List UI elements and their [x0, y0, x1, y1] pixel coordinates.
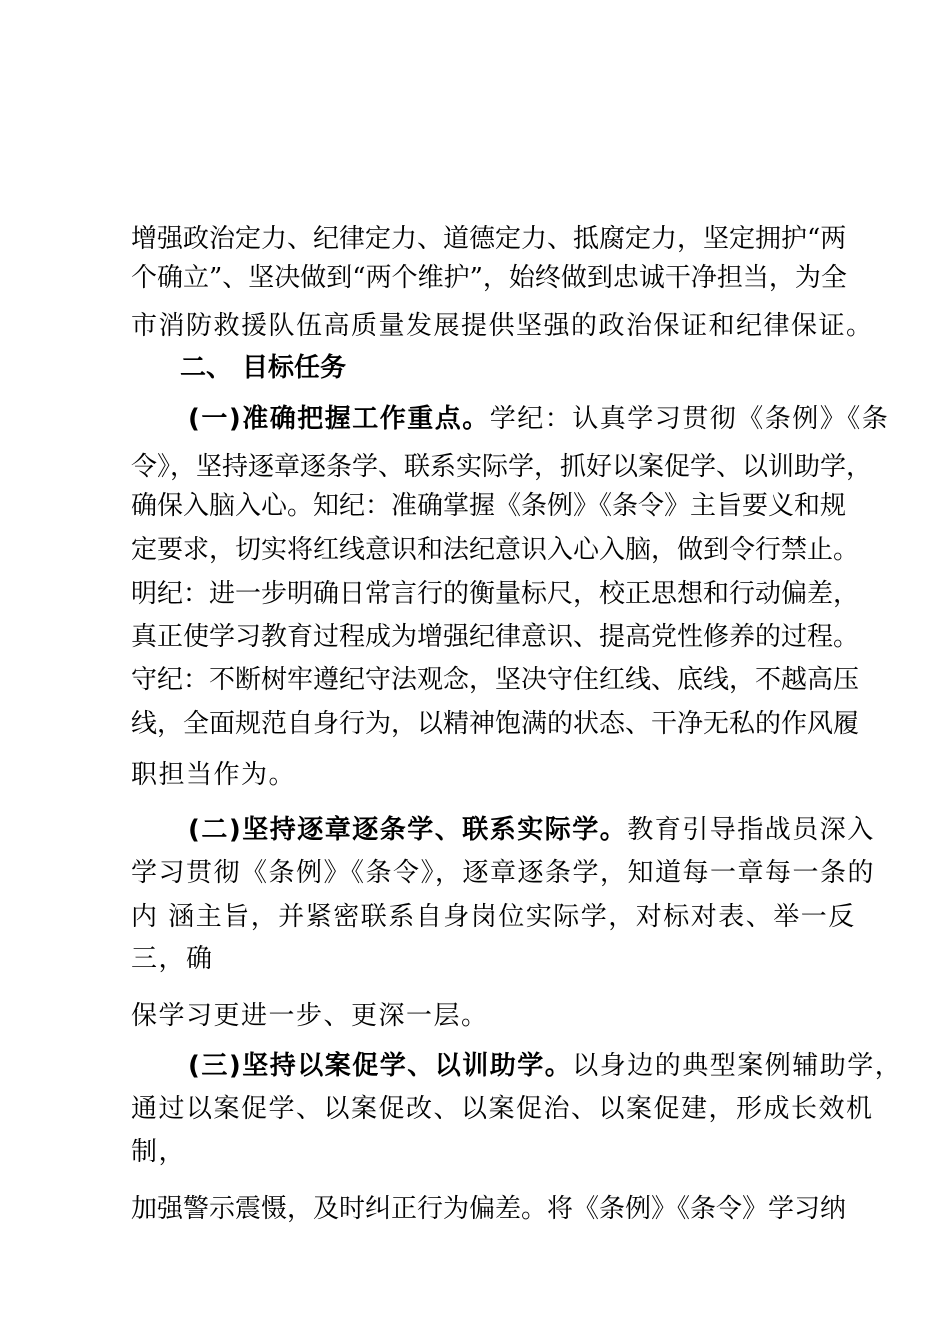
item1-first-line-rest: 学纪：认真学习贯彻《条例》《条: [489, 404, 890, 434]
item1-line-9: 职担当作为。: [131, 760, 297, 790]
item2-first-line: [188, 814, 875, 846]
item1-line-7: 守纪：不断树牢遵纪守法观念，坚决守住红线、底线，不越高压: [131, 665, 860, 695]
item1-line-4: 定要求，切实将红线意识和法纪意识入心入脑，做到令行禁止。: [131, 535, 860, 565]
item1-line-8: 线，全面规范自身行为，以精神饱满的状态、干净无私的作风履: [131, 709, 860, 739]
section-title: 目标任务: [242, 353, 347, 383]
item3-line-3: 制，: [131, 1137, 187, 1167]
item1-line-2: 令》，坚持逐章逐条学、联系实际学，抓好以案促学、以训助学，: [131, 452, 873, 482]
item1-line-5: 明纪：进一步明确日常言行的衡量标尺，校正思想和行动偏差，: [131, 579, 860, 609]
item2-line-3: 内 涵主旨，并紧密联系自身岗位实际学，对标对表、举一反: [131, 902, 856, 932]
item1-line-6: 真正使学习教育过程成为增强纪律意识、提高党性修养的过程。: [131, 622, 860, 652]
intro-line-1: 增强政治定力、纪律定力、道德定力、抵腐定力，坚定拥护“两: [131, 224, 847, 254]
item2-line-5: 保学习更进一步、更深一层。: [131, 1001, 489, 1031]
item1-label: (一)准确把握工作重点。: [188, 404, 490, 434]
item2-label: (二)坚持逐章逐条学、联系实际学。: [188, 815, 628, 845]
section-number: 二、: [180, 353, 233, 383]
item2-first-line-rest: 教育引导指战员深入: [627, 815, 875, 845]
item1-first-line: [188, 403, 889, 435]
item3-first-line: [188, 1050, 902, 1082]
item2-line-4: 三，确: [131, 944, 214, 974]
intro-line-2: 个确立”、坚决做到“两个维护”，始终做到忠诚干净担当，为全: [131, 263, 847, 293]
item1-line-3: 确保入脑入心。知纪：准确掌握《条例》《条令》主旨要义和规: [131, 491, 847, 521]
intro-line-3: 市消防救援队伍高质量发展提供坚强的政治保证和纪律保证。: [131, 311, 874, 341]
item3-label: (三)坚持以案促学、以训助学。: [188, 1051, 573, 1081]
item3-first-line-rest: 以身边的典型案例辅助学，: [572, 1051, 903, 1081]
item2-line-2: 学习贯彻《条例》《条令》，逐章逐条学，知道每一章每一条的: [131, 858, 876, 888]
item3-line-2: 通过以案促学、以案促改、以案促治、以案促建，形成长效机: [131, 1094, 874, 1124]
item3-line-4: 加强警示震慑，及时纠正行为偏差。将《条例》《条令》学习纳: [131, 1194, 847, 1224]
